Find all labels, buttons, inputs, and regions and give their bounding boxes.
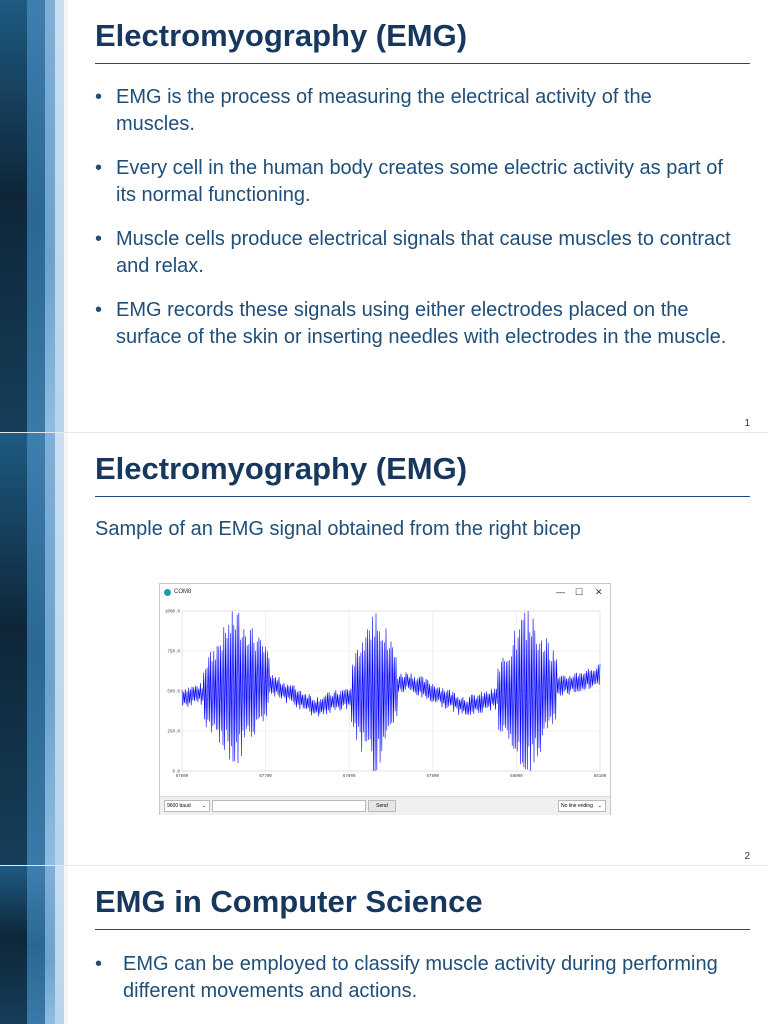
serial-input-field[interactable] <box>212 800 366 812</box>
window-titlebar <box>160 584 610 602</box>
decorative-side-strip <box>0 433 68 865</box>
bullet-item: • EMG can be employed to classify muscle activity during performing different movements and actions. <box>95 951 735 1005</box>
bullet-item: • EMG is the process of measuring the electrical activity of the muscles. <box>95 84 735 138</box>
bullet-item: • Muscle cells produce electrical signals that cause muscles to contract and relax. <box>95 226 735 280</box>
minimize-button[interactable]: — <box>556 587 565 597</box>
bullet-item: • EMG records these signals using either electrodes placed on the surface of the skin or inserting needles with electrodes in the muscle. <box>95 297 735 351</box>
slide-title: Electromyography (EMG) <box>95 451 468 486</box>
app-icon <box>164 589 171 596</box>
chevron-down-icon: ⌄ <box>201 803 206 809</box>
y-tick-label: 0.0 <box>172 770 180 775</box>
serial-plotter-window <box>159 583 611 815</box>
x-tick-label: 68100 <box>593 775 607 779</box>
bullet-list <box>95 951 735 1022</box>
page-number: 1 <box>744 418 750 429</box>
bullet-list <box>95 84 735 368</box>
plotter-controls <box>160 796 610 815</box>
y-tick-label: 250.0 <box>167 730 180 735</box>
x-tick-label: 67800 <box>342 775 356 779</box>
x-tick-label: 67600 <box>175 775 189 779</box>
y-tick-label: 500.0 <box>167 690 180 695</box>
slide-3 <box>0 866 768 1024</box>
title-underline <box>95 929 750 930</box>
page-number: 2 <box>744 851 750 862</box>
baud-rate-select[interactable] <box>164 800 210 812</box>
emg-line-chart <box>160 604 610 794</box>
title-underline <box>95 496 750 497</box>
slide-title: Electromyography (EMG) <box>95 18 468 53</box>
slide-title: EMG in Computer Science <box>95 884 483 919</box>
title-underline <box>95 63 750 64</box>
decorative-side-strip <box>0 866 68 1024</box>
maximize-button[interactable]: ☐ <box>575 587 584 597</box>
slide-1 <box>0 0 768 432</box>
line-ending-value: No line ending <box>561 803 593 809</box>
slide-subtitle: Sample of an EMG signal obtained from the right bicep <box>95 518 581 540</box>
x-tick-label: 68000 <box>510 775 523 779</box>
y-tick-label: 750.0 <box>167 650 180 655</box>
slide-2 <box>0 433 768 865</box>
decorative-side-strip <box>0 0 68 432</box>
x-tick-label: 67700 <box>259 775 272 779</box>
send-button[interactable]: Send <box>368 800 396 812</box>
x-tick-label: 67900 <box>426 775 440 779</box>
close-button[interactable]: ✕ <box>595 587 603 597</box>
window-title: COM8 <box>174 589 192 595</box>
line-ending-select[interactable] <box>558 800 606 812</box>
chevron-down-icon: ⌄ <box>597 803 602 809</box>
bullet-item: • Every cell in the human body creates some electric activity as part of its normal functioning. <box>95 155 735 209</box>
y-tick-label: 1000.0 <box>164 610 180 615</box>
baud-rate-value: 9600 baud <box>167 803 191 809</box>
